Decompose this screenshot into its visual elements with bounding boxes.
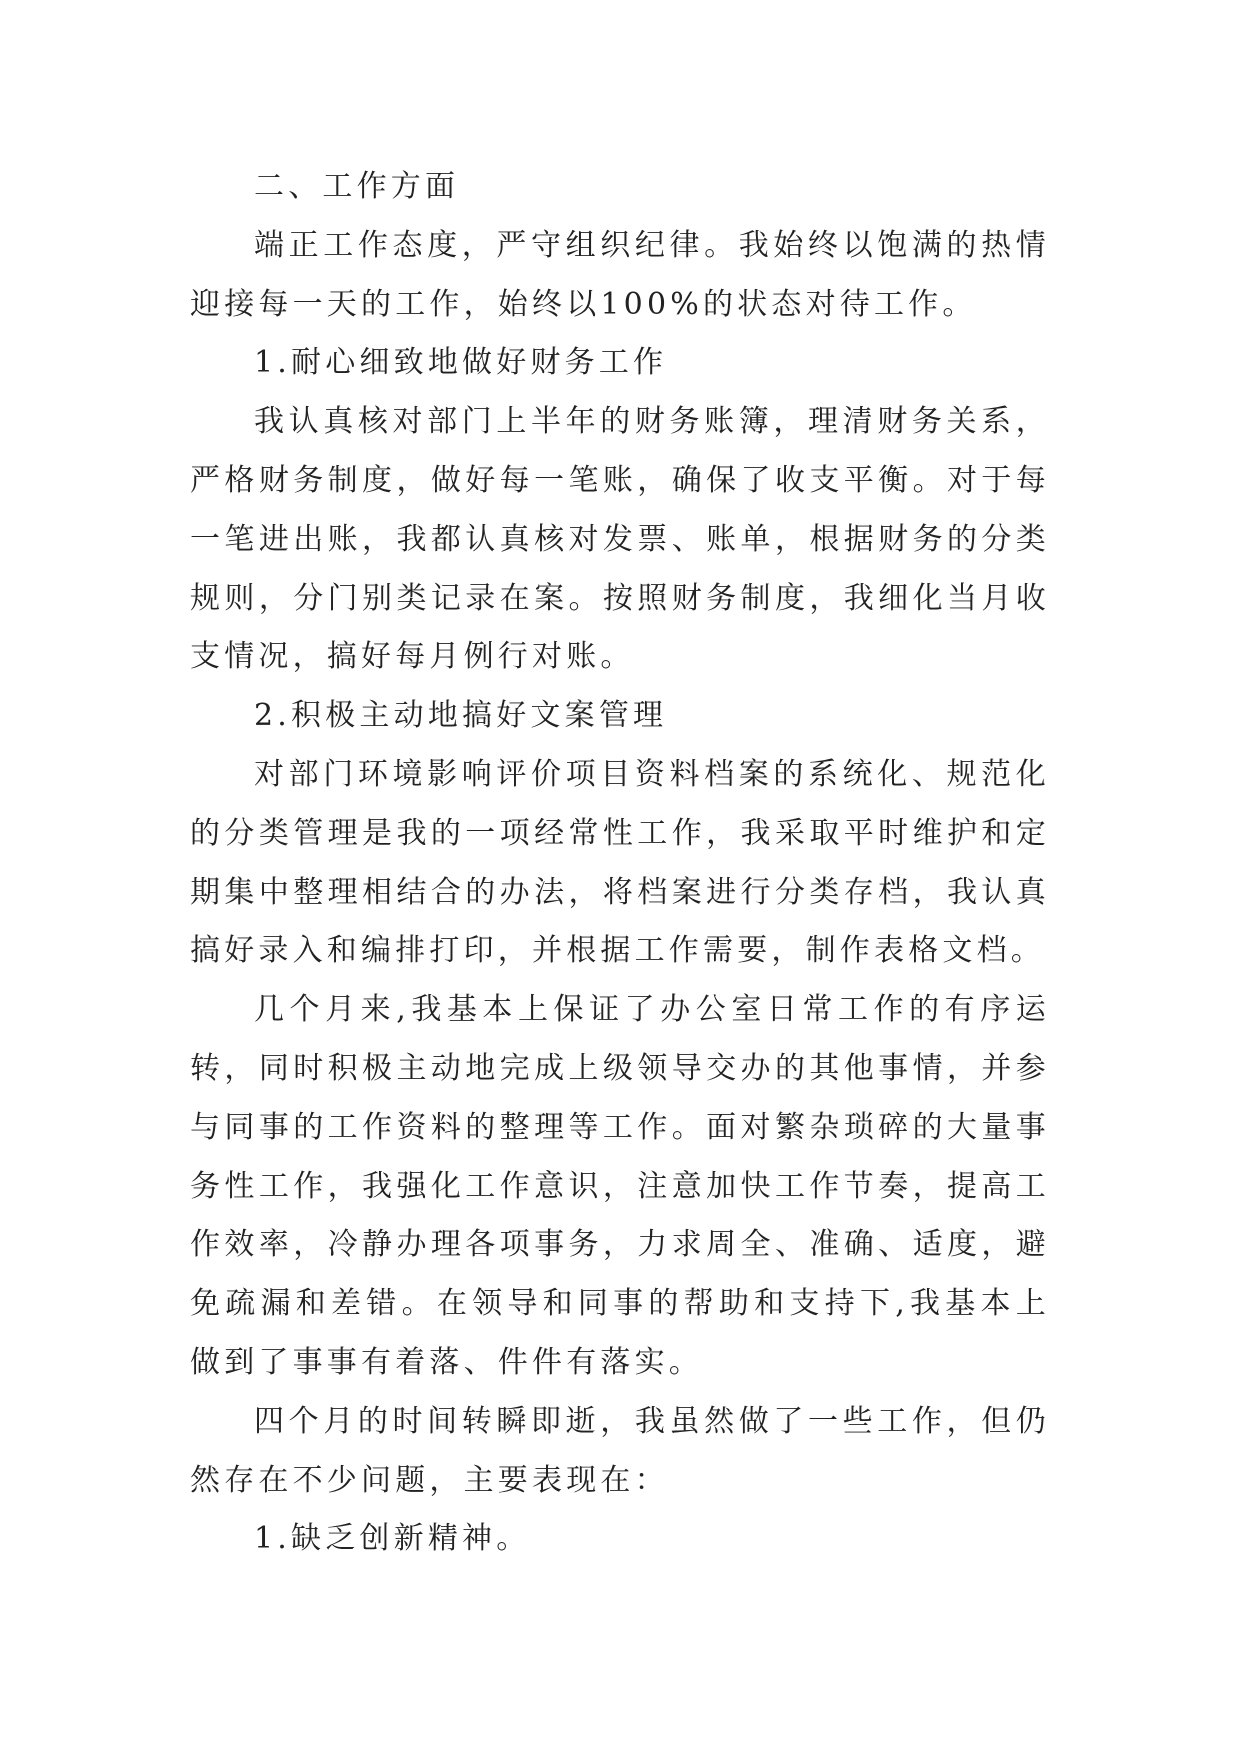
paragraph: 几个月来,我基本上保证了办公室日常工作的有序运转，同时积极主动地完成上级领导交办的其他事情，并参与同事的工作资料的整理等工作。面对繁杂琐碎的大量事务性工作，我强化工作意识，注意加快工作节奏，提高工作效率，冷静办理各项事务，力求周全、准确、适度，避免疏漏和差错。在领导和同事的帮助和支持下,我基本上做到了事事有着落、件件有落实。: [190, 992, 1050, 1380]
document-body: [190, 158, 1050, 1569]
paragraph: 对部门环境影响评价项目资料档案的系统化、规范化的分类管理是我的一项经常性工作，我采取平时维护和定期集中整理相结合的办法，将档案进行分类存档，我认真搞好录入和编排打印，并根据工作需要，制作表格文档。: [190, 756, 1050, 969]
list-item-heading: 1.缺乏创新精神。: [254, 1521, 531, 1557]
subsection-heading: 2.积极主动地搞好文案管理: [254, 698, 668, 734]
paragraph: 我认真核对部门上半年的财务账簿，理清财务关系，严格财务制度，做好每一笔账，确保了收支平衡。对于每一笔进出账，我都认真核对发票、账单，根据财务的分类规则，分门别类记录在案。按照财务制度，我细化当月收支情况，搞好每月例行对账。: [190, 404, 1050, 675]
subsection-heading: 1.耐心细致地做好财务工作: [254, 345, 668, 381]
paragraph: 四个月的时间转瞬即逝，我虽然做了一些工作，但仍然存在不少问题，主要表现在：: [190, 1403, 1050, 1498]
paragraph: 端正工作态度，严守组织纪律。我始终以饱满的热情迎接每一天的工作，始终以100%的状态对待工作。: [190, 227, 1050, 322]
section-heading: 二、工作方面: [254, 169, 460, 204]
